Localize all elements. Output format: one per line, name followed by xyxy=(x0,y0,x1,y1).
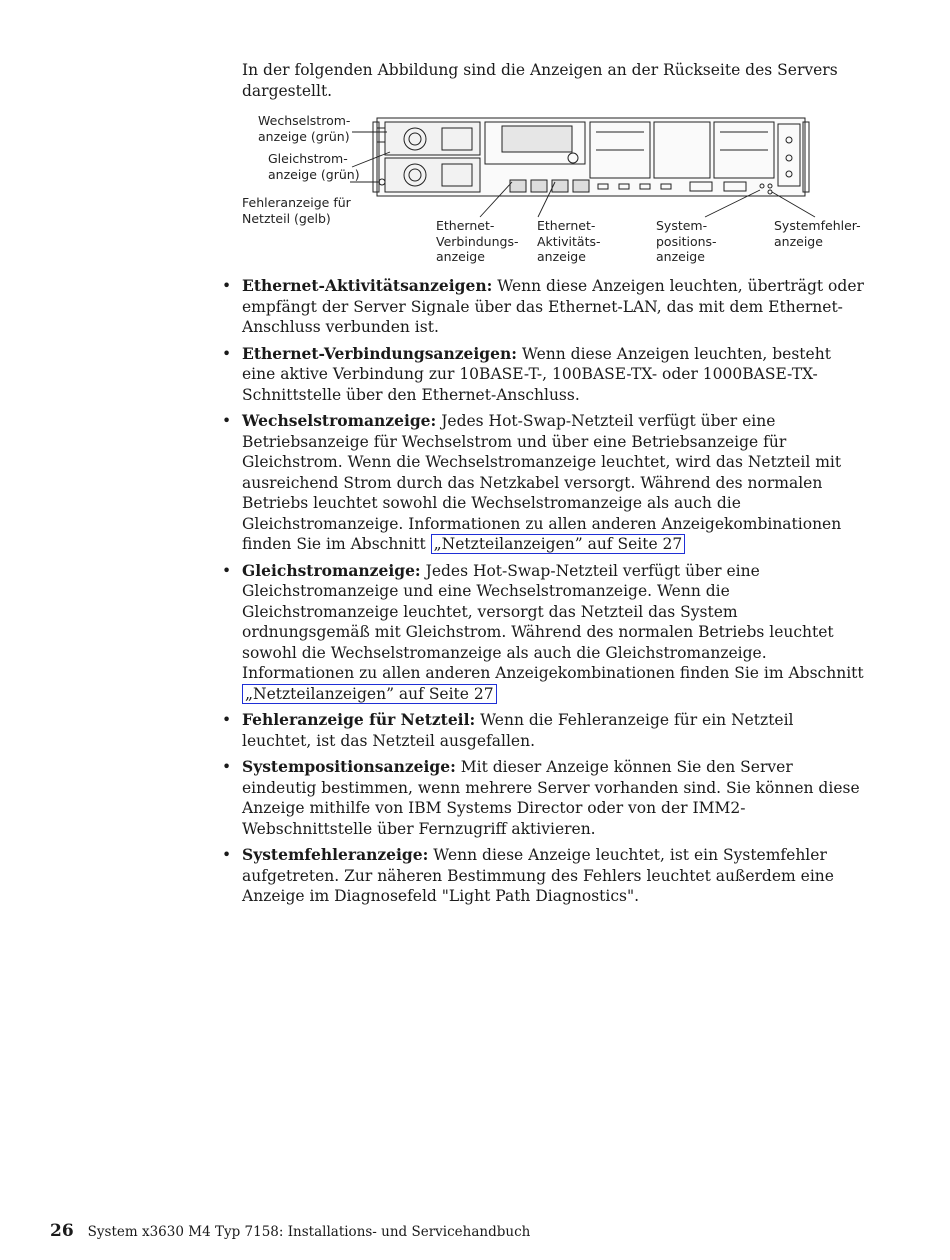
list-item-term: Ethernet-Aktivitätsanzeigen: xyxy=(242,276,493,295)
list-item-term: Ethernet-Verbindungsanzeigen: xyxy=(242,343,517,363)
list-item-term: Fehleranzeige für Netzteil: xyxy=(242,710,476,729)
list-item-text: Jedes Hot-Swap-Netzteil verfügt über eine Betriebsanzeige für Wechselstrom und über eine Betriebsanzeige für Gleichstrom. Wenn die Wechselstromanzeige leuchtet, wird das Netzteil mit ausreichend Strom durch das Netzkabel versorgt. Während des normalen Betriebs leuchtet sowohl die Wechselstromanzeige als auch die Gleichstromanzeige. Informationen zu allen anderen Anzeigekombinationen finden Sie im Abschnitt xyxy=(242,412,842,553)
page-number: 26 xyxy=(50,1221,74,1241)
ethernet-activity-led-label: Ethernet- Aktivitäts- anzeige xyxy=(537,218,601,264)
list-item: • Systemfehleranzeige: Wenn diese Anzeige leuchtet, ist ein Systemfehler aufgetreten. Zur näheren Bestimmung des Fehlers leuchtet außerdem eine Anzeige im Diagnosefeld "Light Path Diagnostics". xyxy=(222,845,834,905)
server-rear-figure xyxy=(240,110,880,265)
dc-led-label: Gleichstrom- anzeige (grün) xyxy=(268,151,360,182)
ac-led-label: Wechselstrom- anzeige (grün) xyxy=(258,113,351,144)
list-item: • Gleichstromanzeige: Jedes Hot-Swap-Netzteil verfügt über eine Gleichstromanzeige und eine Wechselstromanzeige. Wenn die Gleichstromanzeige leuchtet, versorgt das Netzteil das System ordnungsgemäß mit Gleichstrom. Während des normalen Betriebs leuchtet sowohl die Wechselstromanzeige als auch die Gleichstromanzeige. Informationen zu allen anderen Anzeigekombinationen finden Sie im Abschnitt „Netzteilanzeigen” auf Seite 27 xyxy=(222,560,864,703)
page-footer xyxy=(50,1221,530,1241)
list-item-text: Wenn die Fehleranzeige für ein Netzteil leuchtet, ist das Netzteil ausgefallen. xyxy=(242,711,794,750)
list-item-text: Wenn diese Anzeigen leuchten, überträgt oder empfängt der Server Signale über das Ethernet-LAN, das mit dem Ethernet-Anschluss verbunden ist. xyxy=(242,277,864,336)
list-item-term: Wechselstromanzeige: xyxy=(242,411,437,430)
netzteilanzeigen-link[interactable]: „Netzteilanzeigen” auf Seite 27 xyxy=(431,534,686,554)
psu-error-led-label: Fehleranzeige für Netzteil (gelb) xyxy=(242,195,351,226)
list-item-text: Jedes Hot-Swap-Netzteil verfügt über eine Gleichstromanzeige und eine Wechselstromanzeige. Wenn die Gleichstromanzeige leuchtet, versorgt das Netzteil das System ordnungsgemäß mit Gleichstrom. Während des normalen Betriebs leuchtet sowohl die Wechselstromanzeige als auch die Gleichstromanzeige. Informationen zu allen anderen Anzeigekombinationen finden Sie im Abschnitt xyxy=(242,561,864,682)
list-item-term: Systempositionsanzeige: xyxy=(242,757,456,776)
list-item: • Wechselstromanzeige: Jedes Hot-Swap-Netzteil verfügt über eine Betriebsanzeige für Wechselstrom und über eine Betriebsanzeige für Gleichstrom. Wenn die Wechselstromanzeige leuchtet, wird das Netzteil mit ausreichend Strom durch das Netzkabel versorgt. Während des normalen Betriebs leuchtet sowohl die Wechselstromanzeige als auch die Gleichstromanzeige. Informationen zu allen anderen Anzeigekombinationen finden Sie im Abschnitt „Netzteilanzeigen” auf Seite 27 xyxy=(222,411,842,553)
list-item: • Ethernet-Aktivitätsanzeigen: Wenn diese Anzeigen leuchten, überträgt oder empfängt der Server Signale über das Ethernet-LAN, das mit dem Ethernet-Anschluss verbunden ist. xyxy=(222,276,864,336)
ethernet-link-led-label: Ethernet- Verbindungs- anzeige xyxy=(436,218,519,264)
list-item: • Systempositionsanzeige: Mit dieser Anzeige können Sie den Server eindeutig bestimmen, wenn mehrere Server vorhanden sind. Sie können diese Anzeige mithilfe von IBM Systems Director oder von der IMM2-Webschnittstelle über Fernzugriff aktivieren. xyxy=(222,757,860,838)
list-item-term: Gleichstromanzeige: xyxy=(242,560,421,580)
netzteilanzeigen-link[interactable]: „Netzteilanzeigen” auf Seite 27 xyxy=(242,684,497,704)
list-item: • Ethernet-Verbindungsanzeigen: Wenn diese Anzeigen leuchten, besteht eine aktive Verbindung zur 10BASE-T-, 100BASE-TX- oder 1000BASE-TX-Schnittstelle über den Ethernet-Anschluss. xyxy=(222,343,831,404)
list-item-text: Wenn diese Anzeige leuchtet, ist ein Systemfehler aufgetreten. Zur näheren Bestimmung des Fehlers leuchtet außerdem eine Anzeige im Diagnosefeld "Light Path Diagnostics". xyxy=(242,846,834,905)
system-error-led-label: Systemfehler- anzeige xyxy=(774,218,861,249)
list-item-term: Systemfehleranzeige: xyxy=(242,845,429,864)
intro-paragraph: In der folgenden Abbildung sind die Anzeigen an der Rückseite des Servers dargestellt. xyxy=(242,61,838,100)
list-item-text: Mit dieser Anzeige können Sie den Server eindeutig bestimmen, wenn mehrere Server vorhanden sind. Sie können diese Anzeige mithilfe von IBM Systems Director oder von der IMM2-Webschnittstelle über Fernzugriff aktivieren. xyxy=(242,758,860,838)
led-description-list xyxy=(222,276,867,913)
system-locator-led-label: System- positions- anzeige xyxy=(656,218,717,264)
list-item: • Fehleranzeige für Netzteil: Wenn die Fehleranzeige für ein Netzteil leuchtet, ist das Netzteil ausgefallen. xyxy=(222,710,794,750)
document-title: System x3630 M4 Typ 7158: Installations- und Servicehandbuch xyxy=(87,1224,531,1240)
list-item-text: Wenn diese Anzeigen leuchten, besteht eine aktive Verbindung zur 10BASE-T-, 100BASE-TX- oder 1000BASE-TX-Schnittstelle über den Ethernet-Anschluss. xyxy=(242,344,831,404)
